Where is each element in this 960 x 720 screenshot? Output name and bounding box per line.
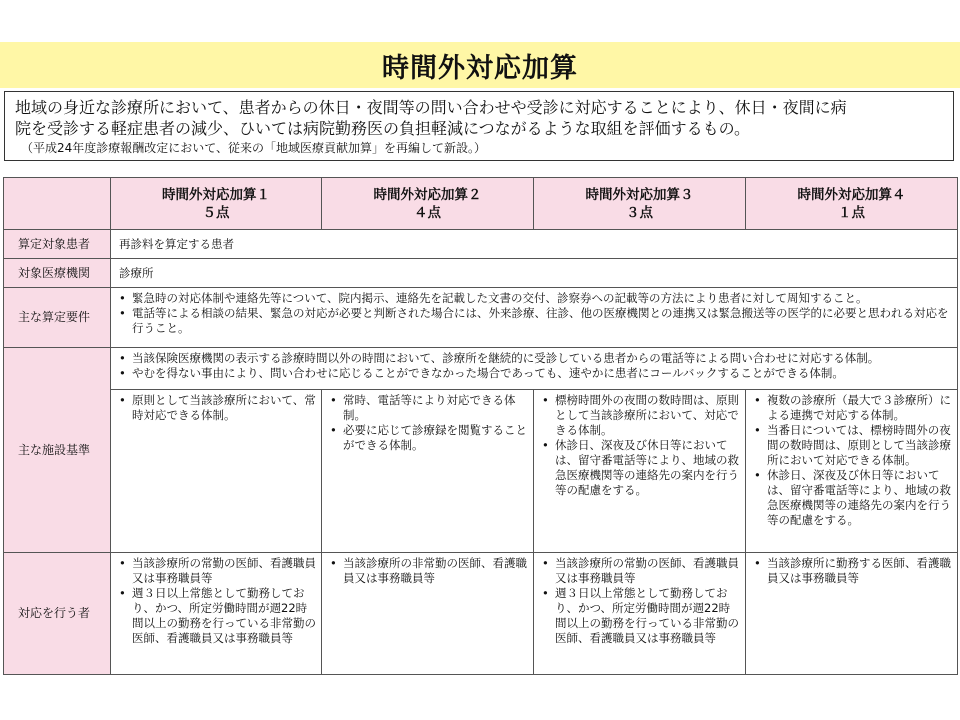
facility-list-1 xyxy=(116,393,316,423)
row-label: 算定対象患者 xyxy=(4,230,111,259)
column-points: ４点 xyxy=(414,204,441,221)
intro-text xyxy=(15,97,943,139)
column-header-4 xyxy=(746,178,958,230)
row-requirements xyxy=(4,288,958,348)
table-corner xyxy=(4,178,111,230)
list-item: • 週３日以上常態として勤務しており、かつ、所定労働時間が週22時間以上の勤務を行っている非常勤の医師、看護職員又は事務職員等 xyxy=(116,586,316,646)
column-header-1 xyxy=(111,178,322,230)
column-name: 時間外対応加算３ xyxy=(585,186,694,203)
column-name: 時間外対応加算１ xyxy=(162,186,270,203)
facility-list-2 xyxy=(327,393,528,453)
column-name: 時間外対応加算２ xyxy=(373,186,482,203)
row-target-patients xyxy=(4,230,958,259)
row-label: 主な算定要件 xyxy=(4,288,111,348)
requirements-cell xyxy=(111,288,958,348)
responders-list-1 xyxy=(116,556,316,646)
page-title: 時間外対応加算 xyxy=(382,52,578,84)
responders-list-4 xyxy=(751,556,952,586)
list-item: • 原則として当該診療所において、常時対応できる体制。 xyxy=(116,393,316,423)
responders-cell-3 xyxy=(534,553,746,675)
row-responders xyxy=(4,553,958,675)
target-institution-value: 診療所 xyxy=(111,259,958,288)
column-points: ５点 xyxy=(202,204,230,221)
list-item: • 休診日、深夜及び休日等においては、留守番電話等により、地域の救急医療機関等の連絡先の案内を行う等の配慮をする。 xyxy=(751,468,952,528)
addition-table xyxy=(3,177,958,675)
facility-list-4 xyxy=(751,393,952,528)
row-label: 主な施設基準 xyxy=(4,348,111,553)
column-name: 時間外対応加算４ xyxy=(797,186,906,203)
list-item: • 週３日以上常態として勤務しており、かつ、所定労働時間が週22時間以上の勤務を行っている非常勤の医師、看護職員又は事務職員等 xyxy=(539,586,740,646)
requirements-list xyxy=(116,291,952,336)
facility-cell-3 xyxy=(534,390,746,553)
facility-cell-2 xyxy=(322,390,534,553)
list-item: • 当該診療所の常勤の医師、看護職員又は事務職員等 xyxy=(539,556,740,586)
list-item: • 当番日については、標榜時間外の夜間の数時間は、原則として当該診療所において対応できる体制。 xyxy=(751,423,952,468)
row-facility-common xyxy=(4,348,958,390)
facility-cell-4 xyxy=(746,390,958,553)
list-item: • 常時、電話等により対応できる体制。 xyxy=(327,393,528,423)
intro-note: （平成24年度診療報酬改定において、従来の「地域医療貢献加算」を再編して新設。） xyxy=(21,141,487,155)
column-points: １点 xyxy=(838,204,865,221)
list-item: • 当該診療所の非常勤の医師、看護職員又は事務職員等 xyxy=(327,556,528,586)
facility-list-3 xyxy=(539,393,740,498)
list-item: • 電話等による相談の結果、緊急の対応が必要と判断された場合には、外来診療、往診、他の医療機関との連携又は緊急搬送等の医学的に必要と思われる対応を行うこと。 xyxy=(116,306,952,336)
list-item: • 当該診療所の常勤の医師、看護職員又は事務職員等 xyxy=(116,556,316,586)
responders-cell-2 xyxy=(322,553,534,675)
row-facility-detail xyxy=(4,390,958,553)
intro-line: 地域の身近な診療所において、患者からの休日・夜間等の問い合わせや受診に対応することにより、休日・夜間に病 xyxy=(15,98,847,117)
intro-box xyxy=(4,91,954,161)
intro-line: 院を受診する軽症患者の減少、ひいては病院勤務医の負担軽減につながるような取組を評価するもの。 xyxy=(15,119,751,138)
row-label: 対応を行う者 xyxy=(4,553,111,675)
responders-cell-1 xyxy=(111,553,322,675)
list-item: • 当該診療所に勤務する医師、看護職員又は事務職員等 xyxy=(751,556,952,586)
title-band xyxy=(0,42,960,88)
facility-common-cell xyxy=(111,348,958,390)
facility-common-list xyxy=(116,351,952,381)
target-patients-value: 再診料を算定する患者 xyxy=(111,230,958,259)
list-item: • 休診日、深夜及び休日等においては、留守番電話等により、地域の救急医療機関等の連絡先の案内を行う等の配慮をする。 xyxy=(539,438,740,498)
list-item: • 複数の診療所（最大で３診療所）による連携で対応する体制。 xyxy=(751,393,952,423)
list-item: • やむを得ない事由により、問い合わせに応じることができなかった場合であっても、速やかに患者にコールバックすることができる体制。 xyxy=(116,366,952,381)
list-item: • 当該保険医療機関の表示する診療時間以外の時間において、診療所を継続的に受診している患者からの電話等による問い合わせに対応する体制。 xyxy=(116,351,952,366)
responders-cell-4 xyxy=(746,553,958,675)
column-header-2 xyxy=(322,178,534,230)
responders-list-3 xyxy=(539,556,740,646)
row-target-institution xyxy=(4,259,958,288)
row-label: 対象医療機関 xyxy=(4,259,111,288)
list-item: • 標榜時間外の夜間の数時間は、原則として当該診療所において、対応できる体制。 xyxy=(539,393,740,438)
list-item: • 緊急時の対応体制や連絡先等について、院内掲示、連絡先を記載した文書の交付、診察券への記載等の方法により患者に対して周知すること。 xyxy=(116,291,952,306)
column-points: ３点 xyxy=(626,204,653,221)
list-item: • 必要に応じて診療録を閲覧することができる体制。 xyxy=(327,423,528,453)
facility-cell-1 xyxy=(111,390,322,553)
table-header-row xyxy=(4,178,958,230)
responders-list-2 xyxy=(327,556,528,586)
column-header-3 xyxy=(534,178,746,230)
